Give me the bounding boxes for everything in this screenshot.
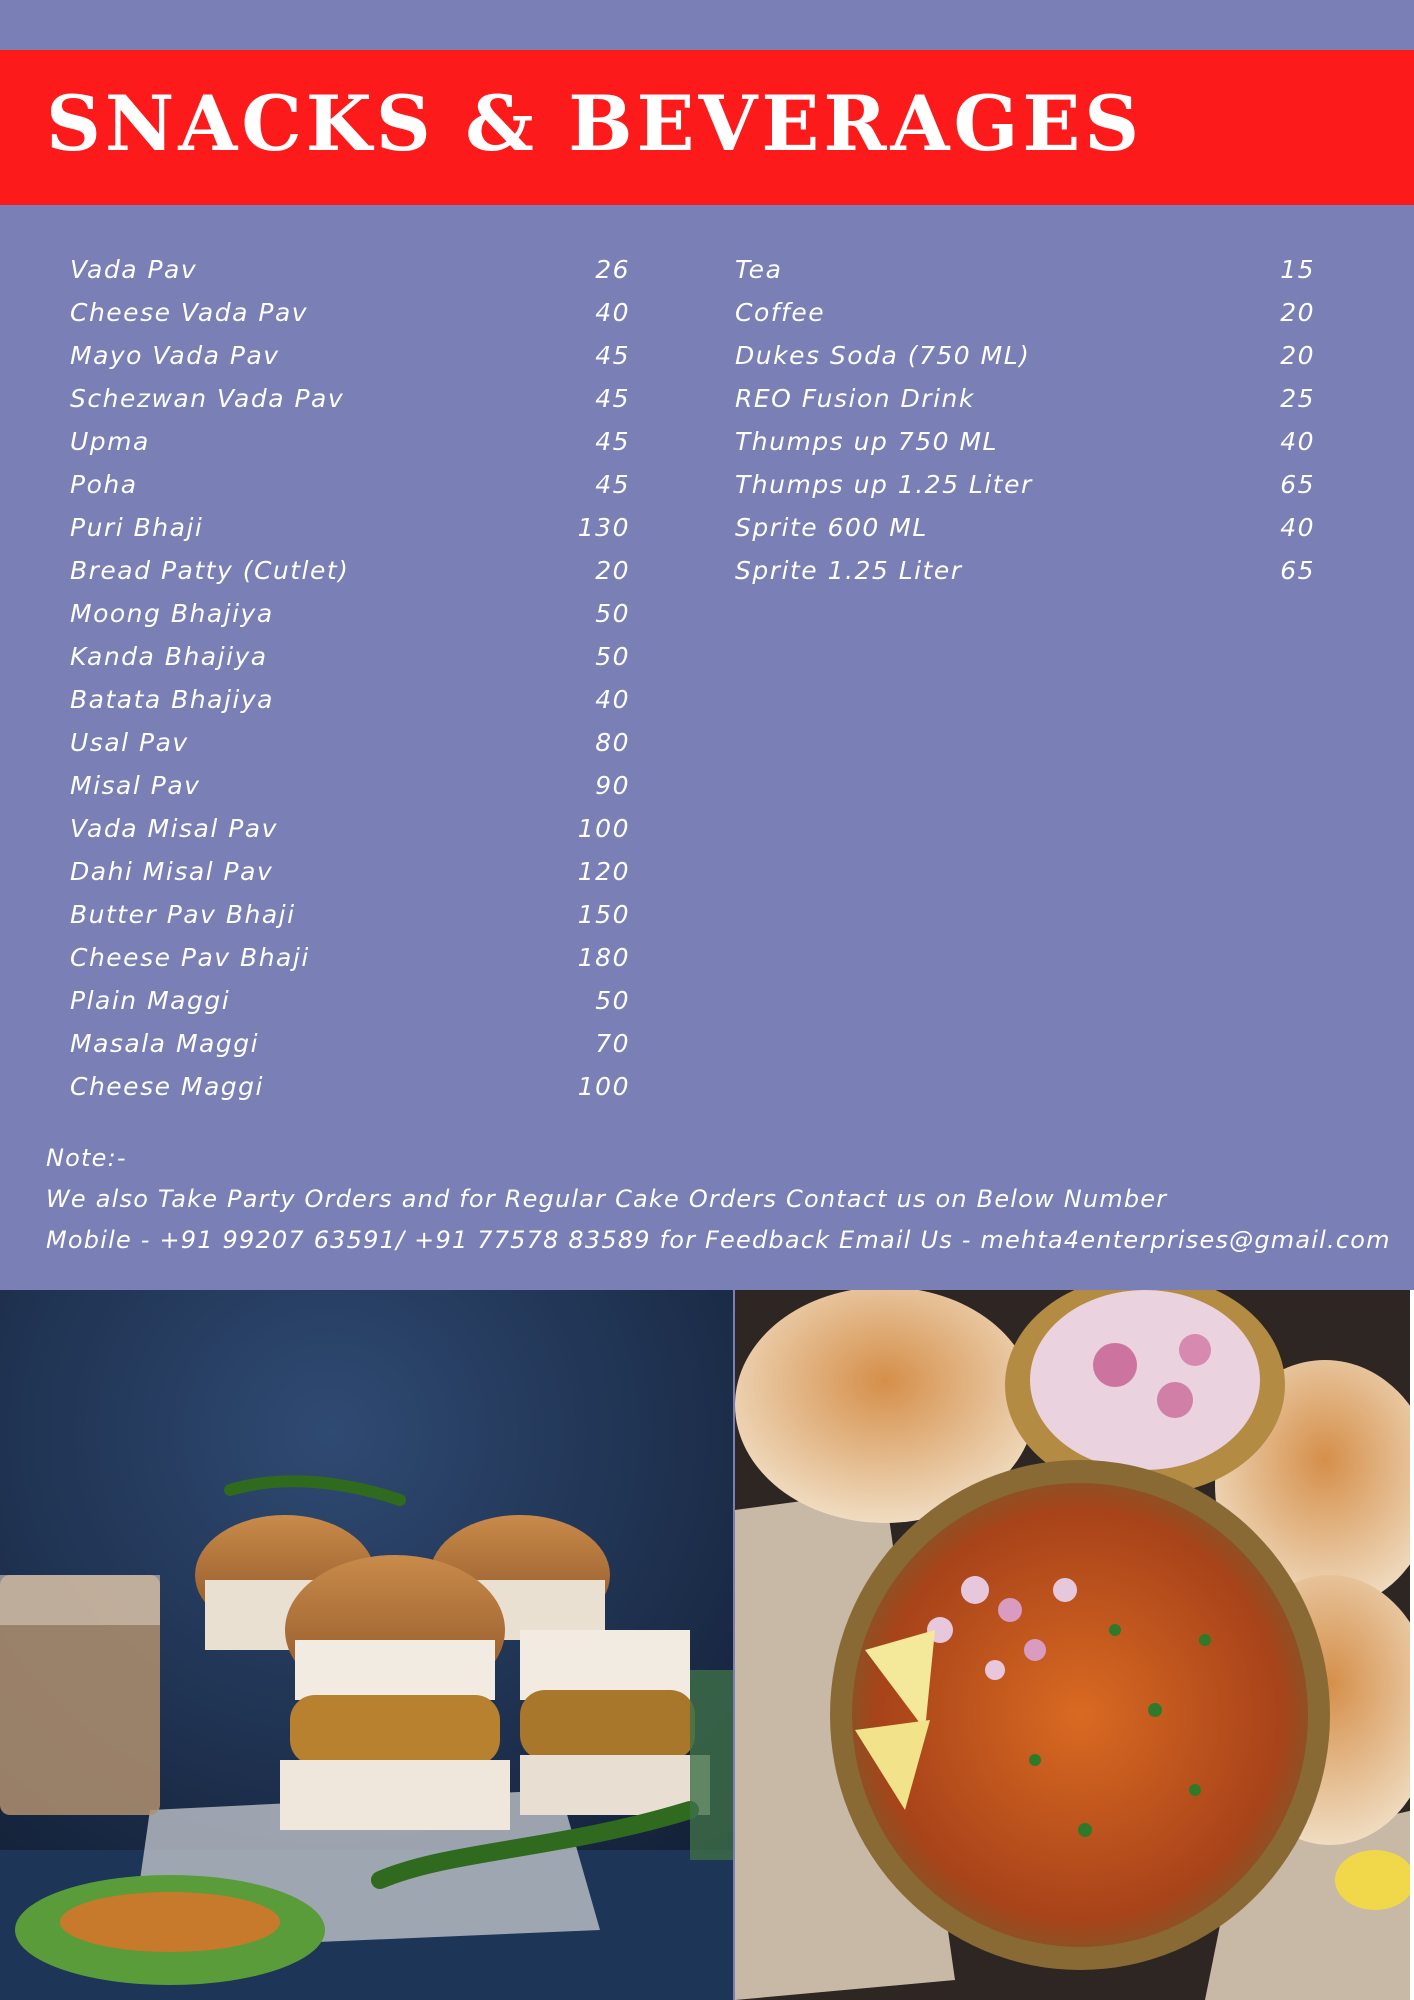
pav-bhaji-photo [735, 1290, 1414, 2000]
note-contact: Mobile - +91 99207 63591/ +91 77578 83589 for Feedback Email Us - mehta4enterprises@gmail.com [46, 1226, 1391, 1254]
item-price: 130 [577, 513, 630, 542]
item-price: 45 [595, 384, 630, 413]
item-name: Thumps up 1.25 Liter [735, 470, 1033, 499]
menu-item [70, 506, 630, 549]
item-name: Usal Pav [70, 728, 189, 757]
menu-item [70, 979, 630, 1022]
item-name: Schezwan Vada Pav [70, 384, 345, 413]
menu-item [735, 549, 1315, 592]
item-price: 65 [1280, 470, 1315, 499]
item-name: Butter Pav Bhaji [70, 900, 296, 929]
item-name: Mayo Vada Pav [70, 341, 280, 370]
menu-item [70, 334, 630, 377]
notes-section [46, 1138, 1391, 1261]
item-price: 26 [595, 255, 630, 284]
item-name: Thumps up 750 ML [735, 427, 998, 456]
menu-item [70, 1065, 630, 1108]
item-name: Sprite 1.25 Liter [735, 556, 963, 585]
menu-item [70, 291, 630, 334]
menu-item [70, 807, 630, 850]
item-name: Dukes Soda (750 ML) [735, 341, 1031, 370]
menu-item [70, 764, 630, 807]
item-name: REO Fusion Drink [735, 384, 975, 413]
menu-item [70, 248, 630, 291]
item-name: Puri Bhaji [70, 513, 204, 542]
photo-edge [1410, 1290, 1414, 2000]
item-price: 180 [577, 943, 630, 972]
item-price: 45 [595, 341, 630, 370]
menu-item [70, 893, 630, 936]
item-price: 70 [595, 1029, 630, 1058]
item-price: 25 [1280, 384, 1315, 413]
item-price: 100 [577, 814, 630, 843]
menu-item [70, 463, 630, 506]
menu-item [70, 592, 630, 635]
item-price: 90 [595, 771, 630, 800]
menu-item [70, 377, 630, 420]
menu-item [735, 334, 1315, 377]
item-price: 40 [595, 298, 630, 327]
menu-item [70, 936, 630, 979]
item-name: Cheese Pav Bhaji [70, 943, 310, 972]
menu-item [735, 506, 1315, 549]
beverages-list [735, 248, 1315, 592]
item-price: 80 [595, 728, 630, 757]
item-name: Dahi Misal Pav [70, 857, 274, 886]
item-name: Cheese Maggi [70, 1072, 264, 1101]
item-name: Kanda Bhajiya [70, 642, 268, 671]
item-name: Masala Maggi [70, 1029, 260, 1058]
item-price: 15 [1280, 255, 1315, 284]
menu-item [70, 678, 630, 721]
item-price: 100 [577, 1072, 630, 1101]
menu-item [70, 420, 630, 463]
menu-item [70, 721, 630, 764]
item-price: 40 [595, 685, 630, 714]
item-price: 20 [1280, 298, 1315, 327]
item-name: Tea [735, 255, 783, 284]
menu-item [735, 291, 1315, 334]
item-price: 150 [577, 900, 630, 929]
menu-item [70, 635, 630, 678]
menu-item [735, 463, 1315, 506]
item-name: Moong Bhajiya [70, 599, 274, 628]
page-title: SNACKS & BEVERAGES [46, 79, 1144, 168]
menu-item [735, 248, 1315, 291]
item-name: Coffee [735, 298, 826, 327]
menu-item [70, 850, 630, 893]
item-price: 50 [595, 599, 630, 628]
item-price: 20 [595, 556, 630, 585]
item-name: Sprite 600 ML [735, 513, 928, 542]
item-name: Cheese Vada Pav [70, 298, 309, 327]
item-price: 45 [595, 427, 630, 456]
menu-item [70, 1022, 630, 1065]
item-price: 50 [595, 986, 630, 1015]
item-price: 40 [1280, 513, 1315, 542]
header-banner [0, 50, 1414, 205]
vada-pav-photo [0, 1290, 733, 2000]
note-heading: Note:- [46, 1144, 127, 1172]
item-name: Poha [70, 470, 138, 499]
item-name: Upma [70, 427, 150, 456]
note-party-orders: We also Take Party Orders and for Regular Cake Orders Contact us on Below Number [46, 1185, 1168, 1213]
item-name: Batata Bhajiya [70, 685, 274, 714]
item-price: 65 [1280, 556, 1315, 585]
item-price: 45 [595, 470, 630, 499]
item-price: 50 [595, 642, 630, 671]
menu-item [735, 420, 1315, 463]
menu-item [70, 549, 630, 592]
top-band [0, 0, 1414, 50]
item-name: Vada Misal Pav [70, 814, 278, 843]
menu-item [735, 377, 1315, 420]
item-name: Plain Maggi [70, 986, 231, 1015]
item-price: 20 [1280, 341, 1315, 370]
item-price: 40 [1280, 427, 1315, 456]
snacks-list [70, 248, 630, 1108]
item-name: Bread Patty (Cutlet) [70, 556, 350, 585]
item-name: Vada Pav [70, 255, 198, 284]
item-price: 120 [577, 857, 630, 886]
item-name: Misal Pav [70, 771, 201, 800]
